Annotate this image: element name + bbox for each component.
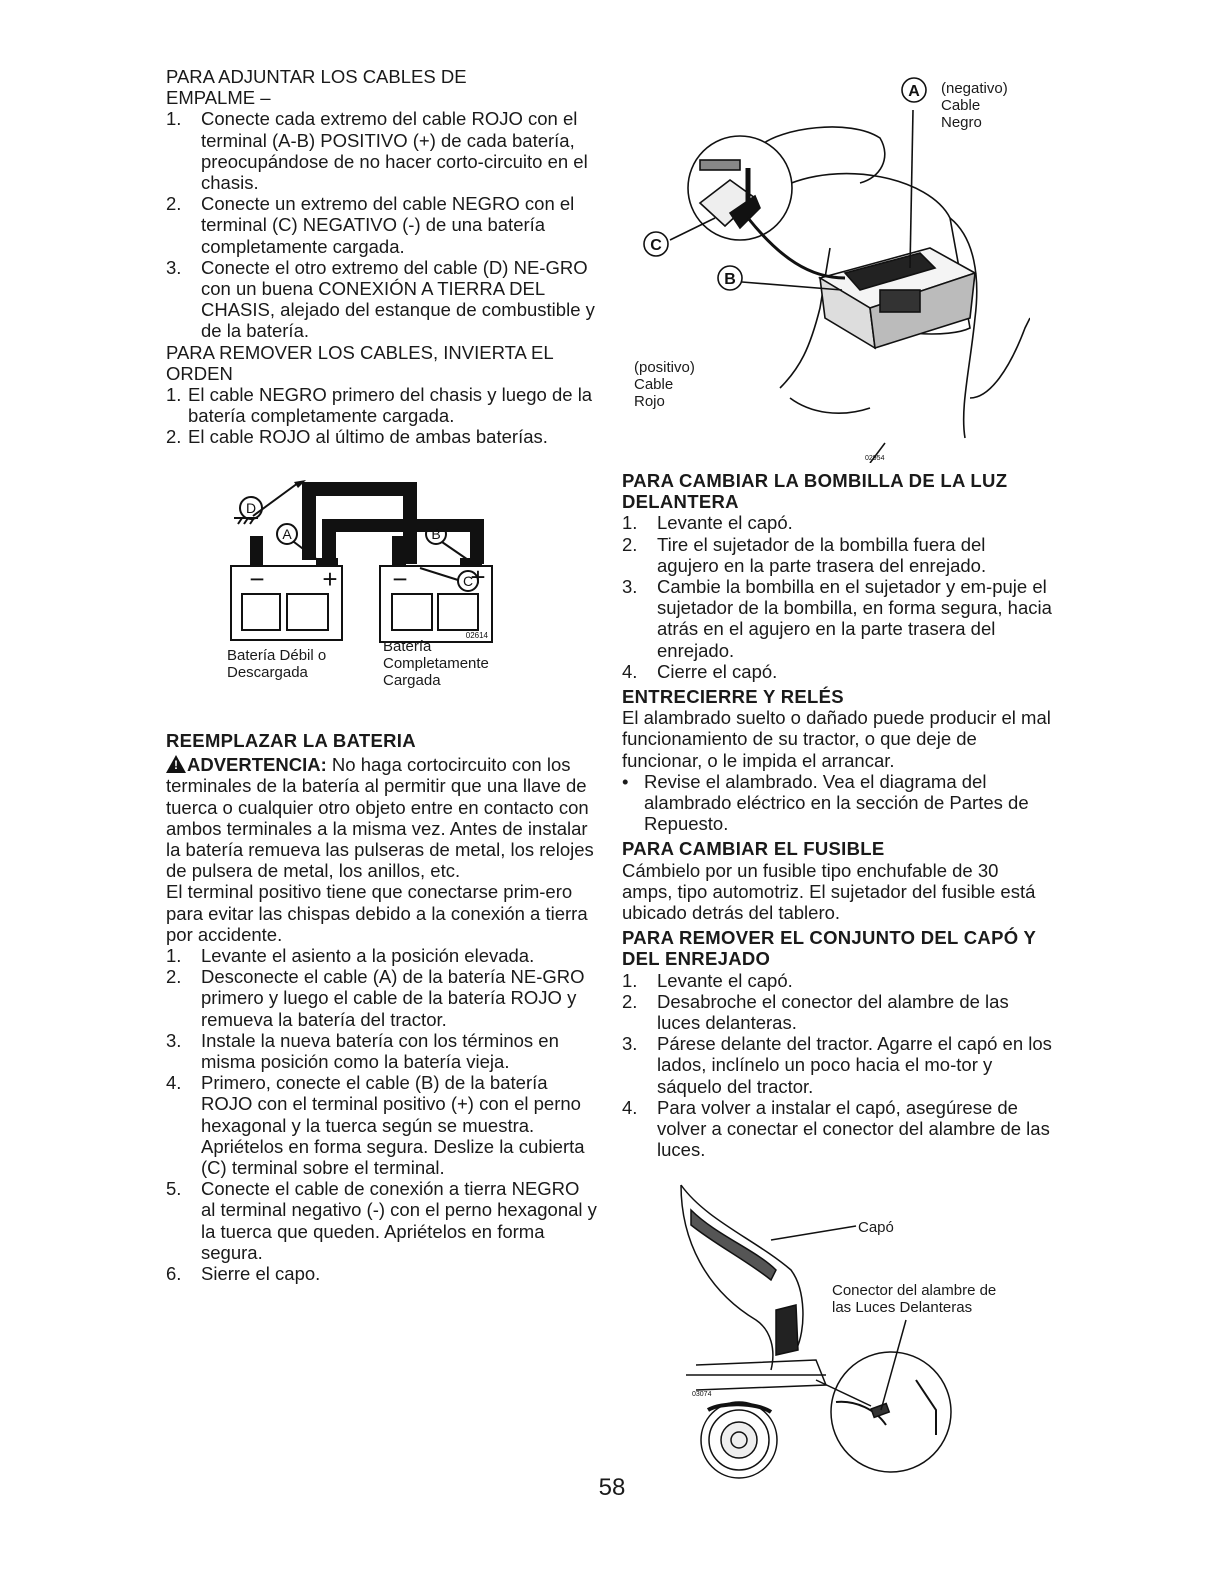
- label-b: B: [431, 526, 441, 542]
- list-item: 3. Párese delante del tractor. Agarre el capó en los lados, inclínelo un poco hacia el mo-tor y sáquelo del tractor.: [622, 1033, 1052, 1097]
- page-number: 58: [598, 1474, 626, 1501]
- wiring-bullets: [622, 771, 1052, 835]
- fuse-text: Cámbielo por un fusible tipo enchufable de 30 amps, tipo automotriz. El sujetador del fusible está ubicado detrás del tablero.: [622, 859, 1036, 924]
- bulb-steps: [622, 512, 1052, 682]
- list-item: 1. Levante el capó.: [622, 512, 793, 534]
- remove-steps: [166, 384, 598, 448]
- replace-steps: [166, 945, 598, 1284]
- figure-code: 02614: [465, 631, 488, 640]
- jumper-steps: [166, 108, 598, 341]
- hood-heading: PARA REMOVER EL CONJUNTO DEL CAPÓ Y DEL ENREJADO: [622, 927, 1036, 970]
- replace-heading: REEMPLAZAR LA BATERIA: [166, 730, 416, 751]
- label-c: C: [650, 237, 662, 254]
- label-negative-cable: (negativo) Cable Negro: [941, 80, 1008, 131]
- label-hood: Capó: [858, 1219, 894, 1236]
- list-item: 5. Conecte el cable de conexión a tierra NEGRO al terminal negativo (-) con el perno hexagonal y la tuerca que queden. Apriételos en forma segura.: [166, 1178, 597, 1263]
- caption-weak-battery: Batería Débil o Descargada: [227, 647, 327, 681]
- list-item: 6. Sierre el capo.: [166, 1263, 321, 1285]
- label-positive-cable: (positivo) Cable Rojo: [634, 359, 695, 410]
- fuse-heading: PARA CAMBIAR EL FUSIBLE: [622, 838, 885, 860]
- plus-sign: +: [470, 562, 486, 592]
- label-a: A: [908, 83, 920, 100]
- replace-battery-section: [166, 726, 598, 1284]
- minus-sign: −: [249, 564, 265, 594]
- list-item: 4. Primero, conecte el cable (B) de la batería ROJO con el terminal positivo (+) con el perno hexagonal y la tuerca según se muestra. Apriételos en forma segura. Deslize la cubierta (C) terminal sobre el terminal.: [166, 1072, 585, 1179]
- hood-removal-figure: [676, 1180, 976, 1480]
- list-item: • Revise el alambrado. Vea el diagrama del alambrado eléctrico en la sección de Partes de Repuesto.: [622, 770, 1029, 835]
- list-item: 3. Instale la nueva batería con los términos en misma posición como la batería vieja.: [166, 1029, 559, 1073]
- figure-code: 02954: [865, 455, 885, 462]
- plus-sign: +: [322, 564, 338, 594]
- wiring-heading: ENTRECIERRE Y RELÉS: [622, 686, 844, 708]
- list-item: 2. El cable ROJO al último de ambas baterías.: [166, 426, 548, 448]
- label-c: C: [462, 573, 474, 589]
- list-item: 1. Conecte cada extremo del cable ROJO con el terminal (A-B) POSITIVO (+) de cada batería, preocupándose de no hacer corto-circuito en el chasis.: [166, 108, 588, 194]
- positive-note: El terminal positivo tiene que conectarse prim-ero para evitar las chispas debido a la conexión a tierra por accidente.: [166, 881, 588, 945]
- list-item: 3. Conecte el otro extremo del cable (D) NE-GRO con un buena CONEXIÓN A TIERRA DEL CHASIS, alejado del estanque de combustible y de la batería.: [166, 256, 595, 342]
- label-b: B: [724, 271, 736, 288]
- list-item: 1. Levante el asiento a la posición elevada.: [166, 945, 535, 967]
- caption-full-battery: Batería Completamente Cargada: [383, 638, 489, 689]
- label-d: D: [245, 500, 257, 516]
- right-column: [622, 466, 1052, 1161]
- list-item: 2. Conecte un extremo del cable NEGRO con el terminal (C) NEGATIVO (-) de una batería completamente cargada.: [166, 193, 575, 257]
- bulb-heading: PARA CAMBIAR LA BOMBILLA DE LA LUZ DELANTERA: [622, 470, 1008, 513]
- list-item: 3. Cambie la bombilla en el sujetador y em-puje el sujetador de la bombilla, en forma segura, hacia atrás en el agujero en la parte trasera del enrejado.: [622, 576, 1052, 661]
- jumper-heading-line1: PARA ADJUNTAR LOS CABLES DE: [166, 66, 467, 87]
- jumper-heading-line2: EMPALME –: [166, 87, 271, 109]
- wiring-text: El alambrado suelto o dañado puede producir el mal funcionamiento de su tractor, o que deje de funcionar, o le impida el arrancar.: [622, 707, 1051, 771]
- label-light-connector: Conector del alambre de las Luces Delanteras: [832, 1282, 997, 1316]
- list-item: 1. Levante el capó.: [622, 969, 793, 991]
- list-item: 2. Desabroche el conector del alambre de las luces delanteras.: [622, 990, 1009, 1034]
- list-item: 2. Tire el sujetador de la bombilla fuera del agujero en la parte trasera del enrejado.: [622, 533, 987, 576]
- list-item: 2. Desconecte el cable (A) de la batería NE-GRO primero y luego el cable de la batería ROJO y remueva la batería del tractor.: [166, 966, 585, 1030]
- figure-code: 03074: [692, 1391, 712, 1398]
- warning-icon: !: [166, 755, 186, 773]
- remove-heading: PARA REMOVER LOS CABLES, INVIERTA EL ORDEN: [166, 341, 553, 384]
- hood-steps: [622, 970, 1052, 1161]
- minus-sign: −: [392, 564, 408, 594]
- list-item: 1. El cable NEGRO primero del chasis y luego de la batería completamente cargada.: [166, 384, 593, 427]
- warning-paragraph: ! ADVERTENCIA: No haga cortocircuito con los terminales de la batería al permitir que una llave de tuerca o cualquier otro objeto entre en contacto con ambos terminales a la misma vez. Antes de instalar la batería remueva las pulseras de metal, los relojes de pulsera de metal, los anillos, etc.: [166, 754, 594, 882]
- label-a: A: [282, 526, 292, 542]
- list-item: 4. Para volver a instalar el capó, asegúrese de volver a conectar el conector del alambre de las luces.: [622, 1096, 1050, 1161]
- left-column: [166, 66, 598, 448]
- list-item: 4. Cierre el capó.: [622, 660, 778, 682]
